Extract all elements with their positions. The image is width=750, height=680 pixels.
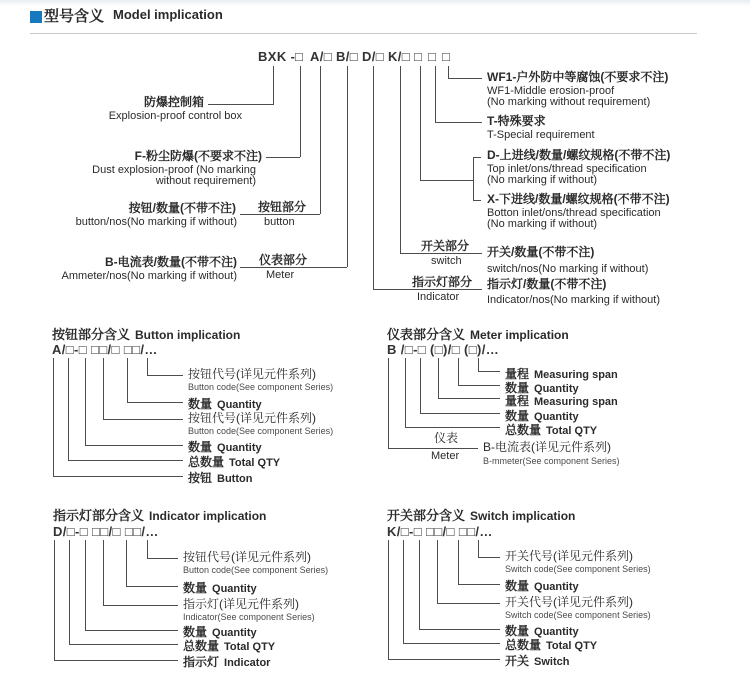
switch-label-5-en: Total QTY (546, 640, 598, 652)
meter-label-6-zh: B-电流表(详见元件系列) (483, 440, 611, 454)
formula-indicator: D/□-□ □□/□ □□/… (53, 524, 159, 539)
button-label-4-zh: 数量 (188, 440, 213, 454)
indicator-label-2-zh: 数量 (183, 581, 208, 595)
model-segment-b: B/□ (336, 49, 359, 64)
button-label-1-zh: 按钮代号(详见元件系列) (188, 367, 316, 381)
header-accent-square-icon (30, 11, 42, 23)
formula-button: A/□-□ □□/□ □□/… (52, 342, 158, 357)
connector-line (54, 540, 55, 660)
switch-label-2-en: Quantity (534, 581, 579, 593)
connector-line (85, 358, 86, 445)
section-title-indicator-zh: 指示灯部分含义 (53, 508, 145, 523)
label-bottom-inlet-en1: Botton inlet/ons/thread specification (487, 207, 661, 219)
connector-line (405, 358, 406, 427)
section-title-indicator-en: Indicator implication (149, 509, 267, 523)
switch-label-1-en: Switch code(See component Series) (505, 564, 651, 574)
formula-switch: K/□-□ □□/□ □□/… (387, 524, 493, 539)
switch-label-4-en: Quantity (534, 626, 579, 638)
connector-line (420, 180, 473, 181)
model-segment-a: A/□ (310, 49, 333, 64)
label-special-zh: T-特殊要求 (487, 114, 546, 128)
indicator-label-2-en: Quantity (212, 583, 257, 595)
label-wf1-en2: (No marking without requirement) (487, 96, 651, 108)
button-label-6-zh: 按钮 (188, 471, 213, 485)
connector-line (458, 584, 500, 585)
section-title-button-en: Button implication (135, 328, 241, 342)
switch-label-6-en: Switch (534, 656, 570, 668)
indicator-label-4-en: Quantity (212, 627, 257, 639)
connector-line (458, 540, 459, 584)
switch-label-3-en: Switch code(See component Series) (505, 610, 651, 620)
label-switch-qty-en: switch/nos(No marking if without) (487, 263, 649, 275)
tag-meter-zh: 仪表 (434, 431, 459, 445)
model-box-4: □ (442, 49, 451, 64)
top-gradient-band (0, 0, 750, 6)
meter-label-2-en: Quantity (534, 383, 579, 395)
connector-line (448, 78, 482, 79)
label-special-en: T-Special requirement (487, 129, 595, 141)
page-title-en: Model implication (113, 7, 223, 22)
label-wf1-zh: WF1-户外防中等腐蚀(不要求不注) (487, 70, 669, 84)
tag-meter-part-en: Meter (266, 269, 295, 281)
label-bottom-inlet-zh: X-下进线/数量/螺纹规格(不带不注) (487, 192, 670, 206)
indicator-label-6 (183, 653, 270, 671)
meter-label-4-en: Quantity (534, 411, 579, 423)
label-wf1-en1: WF1-Middle erosion-proof (487, 85, 615, 97)
connector-line (388, 448, 478, 449)
indicator-label-3-en: Indicator(See component Series) (183, 612, 315, 622)
model-box-3: □ (428, 49, 437, 64)
button-label-2-en: Quantity (217, 399, 262, 411)
section-title-switch-zh: 开关部分含义 (387, 508, 466, 523)
connector-line (103, 419, 183, 420)
switch-label-6-zh: 开关 (505, 654, 530, 668)
tag-switch-part-zh: 开关部分 (421, 239, 470, 253)
connector-line (437, 540, 438, 603)
connector-line (103, 540, 104, 605)
connector-line (420, 358, 421, 413)
connector-line (85, 540, 86, 630)
button-label-1-en: Button code(See component Series) (188, 382, 334, 392)
label-button-qty-en: button/nos(No marking if without) (75, 216, 237, 228)
model-prefix: BXK - (258, 49, 296, 64)
label-switch-qty-zh: 开关/数量(不带不注) (487, 245, 595, 259)
connector-line (85, 630, 178, 631)
button-label-4-en: Quantity (217, 442, 262, 454)
section-title-button-zh: 按钮部分含义 (52, 327, 131, 342)
connector-line (403, 643, 500, 644)
tag-meter-en: Meter (431, 450, 460, 462)
button-label-2-zh: 数量 (188, 397, 213, 411)
label-dust-en1: Dust explosion-proof (No marking (92, 164, 256, 176)
indicator-label-6-en: Indicator (224, 657, 271, 669)
connector-line (147, 375, 183, 376)
indicator-label-2 (183, 579, 257, 597)
switch-label-3-zh: 开关代号(详见元件系列) (505, 595, 633, 609)
connector-line (448, 66, 449, 78)
button-label-3-zh: 按钮代号(详见元件系列) (188, 411, 316, 425)
model-segment-d: D/□ (362, 49, 385, 64)
label-top-inlet-en2: (No marking if without) (487, 174, 598, 186)
button-label-5-zh: 总数量 (188, 455, 225, 469)
indicator-label-3-zh: 指示灯(详见元件系列) (183, 597, 299, 611)
connector-line (266, 157, 300, 158)
indicator-label-6-zh: 指示灯 (183, 655, 220, 669)
connector-line (127, 402, 183, 403)
label-bottom-inlet-en2: (No marking if without) (487, 218, 598, 230)
connector-line (273, 66, 274, 105)
tag-switch-part-en: switch (431, 255, 462, 267)
connector-line (458, 385, 500, 386)
button-label-6-en: Button (217, 473, 253, 485)
indicator-label-5-zh: 总数量 (183, 639, 220, 653)
model-box-1: □ (295, 49, 304, 64)
label-ammeter-qty-zh: B-电流表/数量(不带不注) (105, 255, 237, 269)
connector-line (419, 629, 500, 630)
indicator-label-4-zh: 数量 (183, 625, 208, 639)
label-top-inlet-en1: Top inlet/ons/thread specification (487, 163, 647, 175)
connector-line (347, 66, 348, 267)
connector-line (208, 104, 273, 105)
connector-line (147, 358, 148, 375)
button-label-5-en: Total QTY (229, 457, 281, 469)
tag-button-part-zh: 按钮部分 (258, 200, 307, 214)
label-control-box-en: Explosion-proof control box (108, 110, 242, 122)
connector-line (435, 66, 436, 122)
tag-indicator-part-zh: 指示灯部分 (412, 275, 473, 289)
section-title-switch (387, 507, 575, 525)
switch-label-6 (505, 652, 569, 670)
connector-line (103, 358, 104, 419)
section-title-meter-zh: 仪表部分含义 (387, 327, 466, 342)
connector-line (388, 540, 389, 659)
connector-line (400, 66, 401, 253)
meter-label-3-en: Measuring span (534, 396, 618, 408)
connector-line (388, 358, 389, 448)
connector-line (68, 460, 183, 461)
label-indicator-qty-zh: 指示灯/数量(不带不注) (487, 277, 607, 291)
label-dust-zh: F-粉尘防爆(不要求不注) (134, 149, 262, 163)
connector-line (478, 557, 500, 558)
connector-line (438, 398, 500, 399)
connector-line (320, 66, 321, 214)
connector-line (473, 157, 481, 158)
connector-line (438, 358, 439, 398)
label-ammeter-qty-en: Ammeter/nos(No marking if without) (61, 270, 237, 282)
connector-line (54, 660, 178, 661)
connector-line (473, 200, 481, 201)
label-control-box-zh: 防爆控制箱 (143, 95, 204, 109)
connector-line (69, 644, 178, 645)
label-indicator-qty-en: Indicator/nos(No marking if without) (487, 294, 661, 306)
meter-label-4-zh: 数量 (505, 409, 530, 423)
label-top-inlet-zh: D-上进线/数量/螺纹规格(不带不注) (487, 148, 671, 162)
connector-line (147, 558, 178, 559)
tag-button-part-en: button (264, 216, 295, 228)
connector-line (419, 540, 420, 629)
meter-label-5 (505, 421, 597, 439)
connector-line (478, 540, 479, 557)
connector-line (85, 445, 183, 446)
connector-line (420, 66, 421, 180)
connector-line (437, 603, 500, 604)
connector-line (147, 540, 148, 558)
switch-label-2 (505, 577, 579, 595)
indicator-label-5-en: Total QTY (224, 641, 276, 653)
connector-line (69, 540, 70, 644)
tag-indicator-part-en: Indicator (417, 291, 460, 303)
page-title-zh: 型号含义 (44, 8, 105, 25)
meter-label-1-en: Measuring span (534, 369, 618, 381)
indicator-label-1-zh: 按钮代号(详见元件系列) (183, 550, 311, 564)
label-dust-en2: without requirement) (155, 175, 256, 187)
model-box-2: □ (414, 49, 423, 64)
connector-line (68, 358, 69, 460)
connector-line (478, 371, 500, 372)
connector-line (405, 427, 500, 428)
connector-line (127, 358, 128, 402)
switch-label-5-zh: 总数量 (505, 638, 542, 652)
meter-label-1-zh: 量程 (505, 367, 530, 381)
meter-label-5-zh: 总数量 (505, 423, 542, 437)
connector-line (53, 358, 54, 476)
connector-line (403, 540, 404, 643)
header-rule (30, 33, 697, 34)
connector-line (373, 66, 374, 289)
button-label-3-en: Button code(See component Series) (188, 426, 334, 436)
meter-label-5-en: Total QTY (546, 425, 598, 437)
indicator-label-1-en: Button code(See component Series) (183, 565, 329, 575)
label-button-qty-zh: 按钮/数量(不带不注) (128, 201, 236, 215)
section-title-switch-en: Switch implication (470, 509, 576, 523)
tag-meter-part-zh: 仪表部分 (259, 253, 308, 267)
connector-line (103, 605, 178, 606)
section-title-meter-en: Meter implication (470, 328, 569, 342)
switch-label-4-zh: 数量 (505, 624, 530, 638)
connector-line (420, 413, 500, 414)
connector-line (478, 358, 479, 371)
connector-line (388, 659, 500, 660)
button-label-6 (188, 469, 252, 487)
formula-meter: B /□-□ (□)/□ (□)/… (387, 342, 500, 357)
connector-line (435, 122, 482, 123)
section-title-indicator (53, 507, 266, 525)
switch-label-2-zh: 数量 (505, 579, 530, 593)
connector-line (300, 66, 301, 157)
connector-line (126, 586, 178, 587)
meter-label-3-zh: 量程 (505, 394, 530, 408)
connector-line (458, 358, 459, 385)
meter-label-6-en: B-mmeter(See component Series) (483, 456, 620, 466)
connector-line (473, 157, 474, 201)
meter-label-2-zh: 数量 (505, 381, 530, 395)
model-segment-k: K/□ (388, 49, 411, 64)
connector-line (126, 540, 127, 586)
connector-line (53, 476, 183, 477)
switch-label-1-zh: 开关代号(详见元件系列) (505, 549, 633, 563)
